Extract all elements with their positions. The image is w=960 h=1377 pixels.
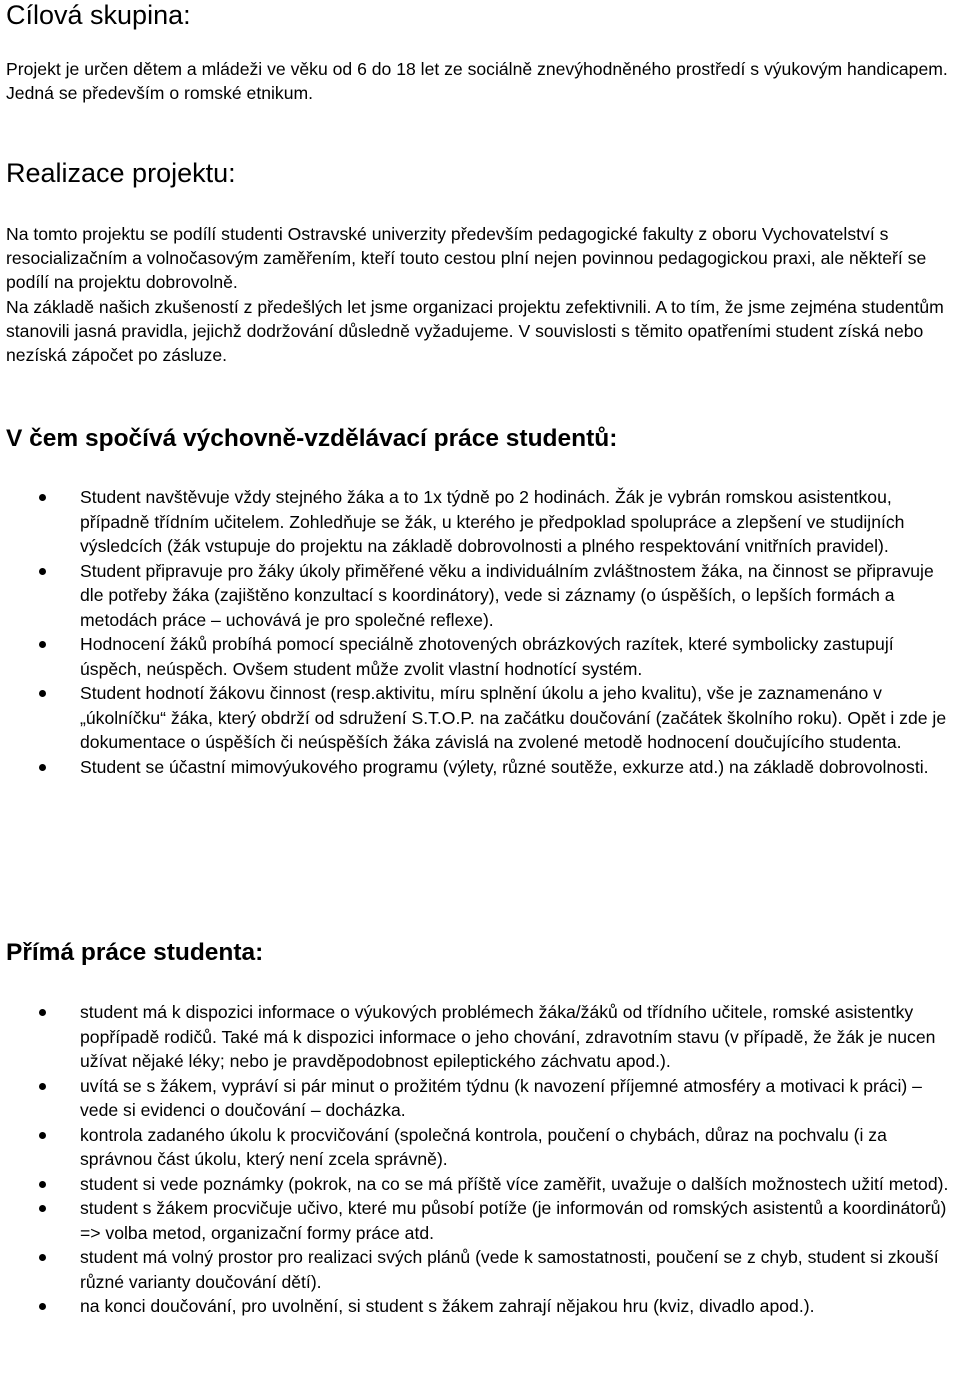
target-group-text: Projekt je určen dětem a mládeži ve věku od 6 do 18 let ze sociálně znevýhodněného prostředí s výukovým handicapem. Jedná se především o romské etnikum. xyxy=(6,59,948,103)
list-item-text: student má k dispozici informace o výukových problémech žáka/žáků od třídního učitele, romské asistentky popřípadě rodičů. Také má k dispozici informace o jeho chování, zdravotním stavu (v případě, že žák je nucen užívat nějaké léky; nebo je pravděpodobnost epileptického záchvatu apod.). xyxy=(80,1002,936,1071)
list-item xyxy=(6,485,952,559)
list-item-text: student si vede poznámky (pokrok, na co se má příště více zaměřit, uvažuje o dalších možnostech užití metod). xyxy=(80,1173,949,1194)
list-item-text: na konci doučování, pro uvolnění, si student s žákem zahrají nějakou hru (kviz, divadlo apod.). xyxy=(80,1296,815,1316)
direct-work-heading: Přímá práce studenta: xyxy=(6,939,264,966)
bullet-icon xyxy=(39,1132,46,1139)
list-item-text: student s žákem procvičuje učivo, které mu působí potíže (je informován od romských asistentů a koordinátorů) => volba metod, organizační formy práce atd. xyxy=(80,1198,947,1243)
list-item xyxy=(6,1123,952,1172)
list-item xyxy=(6,1172,952,1197)
list-item xyxy=(6,1000,952,1074)
bullet-icon xyxy=(39,1205,46,1212)
realization-heading: Realizace projektu: xyxy=(6,158,236,188)
list-item xyxy=(6,1196,952,1245)
list-item xyxy=(6,1074,952,1123)
list-item-text: Student hodnotí žákovu činnost (resp.aktivitu, míru splnění úkolu a jeho kvalitu), vše je zaznamenáno v „úkolníčku“ žáka, který obdrží od sdružení S.T.O.P. na začátku doučování (začátek školního roku). Opět i zde je dokumentace o úspěších či neúspěších žáka závislá na zvolené metodě hodnocení doučujícího studenta. xyxy=(80,683,947,752)
list-item-text: uvítá se s žákem, vypráví si pár minut o prožitém týdnu (k navození příjemné atmosféry a motivaci k práci) – vede si evidenci o doučování – docházka. xyxy=(80,1075,922,1120)
bullet-icon xyxy=(39,641,46,648)
target-group-heading: Cílová skupina: xyxy=(6,0,191,30)
direct-work-list xyxy=(6,1000,952,1319)
list-item-text: kontrola zadaného úkolu k procvičování (společná kontrola, poučení o chybách, důraz na pochvalu (i za správnou část úkolu, který není zcela správně). xyxy=(80,1124,887,1169)
list-item xyxy=(6,755,952,780)
bullet-icon xyxy=(39,1254,46,1261)
list-item xyxy=(6,559,952,633)
realization-paragraph-2: Na základě našich zkušeností z předešlých let jsme organizaci projektu zefektivnili. A to tím, že jsme zejména studentům stanovili jasná pravidla, jejichž dodržování důsledně vyžadujeme. V souvislosti s těmito opatřeními student získá nebo nezíská zápočet po zásluze. xyxy=(6,297,944,365)
bullet-icon xyxy=(39,494,46,501)
list-item xyxy=(6,681,952,755)
bullet-icon xyxy=(39,1083,46,1090)
realization-paragraph-1: Na tomto projektu se podílí studenti Ostravské univerzity především pedagogické fakulty z oboru Vychovatelství s resocializačním a volnočasovým zaměřením, kteří touto cestou plní nejen povinnou pedagogickou praxi, ale někteří se podílí na projektu dobrovolně. xyxy=(6,224,927,292)
list-item xyxy=(6,1294,952,1319)
bullet-icon xyxy=(39,1009,46,1016)
list-item-text: Student navštěvuje vždy stejného žáka a to 1x týdně po 2 hodinách. Žák je vybrán romskou asistentkou, případně třídním učitelem. Zohledňuje se žák, u kterého je předpoklad spolupráce a zlepšení ve studijních výsledcích (žák vstupuje do projektu na základě dobrovolnosti a plného respektování vnitřních pravidel). xyxy=(80,487,905,556)
bullet-icon xyxy=(39,1181,46,1188)
bullet-icon xyxy=(39,764,46,771)
list-item xyxy=(6,632,952,681)
list-item-text: Hodnocení žáků probíhá pomocí speciálně zhotovených obrázkových razítek, které symbolicky zastupují úspěch, neúspěch. Ovšem student může zvolit vlastní hodnotící systém. xyxy=(80,634,894,679)
list-item-text: student má volný prostor pro realizaci svých plánů (vede k samostatnosti, poučení se z chyb, student si zkouší různé varianty doučování dětí). xyxy=(80,1247,939,1292)
bullet-icon xyxy=(39,690,46,697)
student-work-heading: V čem spočívá výchovně-vzdělávací práce studentů: xyxy=(6,425,618,452)
student-work-list xyxy=(6,485,952,779)
list-item xyxy=(6,1245,952,1294)
list-item-text: Student se účastní mimovýukového programu (výlety, různé soutěže, exkurze atd.) na základě dobrovolnosti. xyxy=(80,756,929,777)
bullet-icon xyxy=(39,568,46,575)
bullet-icon xyxy=(39,1303,46,1310)
list-item-text: Student připravuje pro žáky úkoly přiměřené věku a individuálním zvláštnostem žáka, na činnost se připravuje dle potřeby žáka (zajištěno konzultací s koordinátory), vede si záznamy (o úspěších, o lepších formách a metodách práce – uchovává je pro společné reflexe). xyxy=(80,560,934,630)
